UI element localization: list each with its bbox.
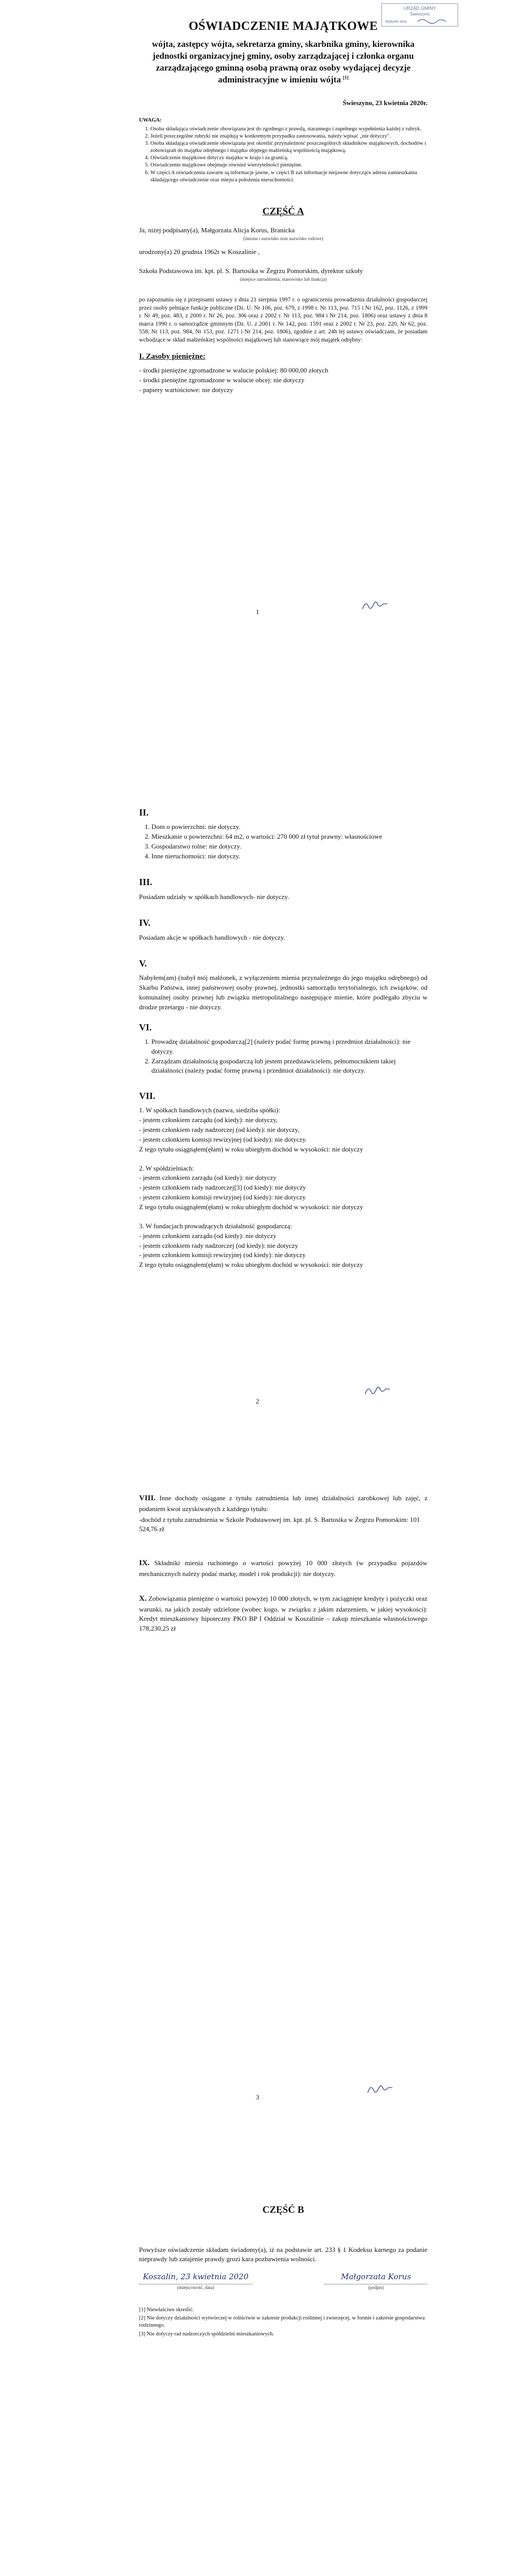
- section-5-text: Nabyłem(am) (nabył mój małżonek, z wyłączeniem mienia przynależnego do jego majątku odrębnego) od Skarbu Państwa, innej państwowej osoby prawnej, jednostki samorządu terytorialnego, ich związków, od komunalnej osoby prawnej lub związku metropolitalnego następujące mienie, które podlegało zbyciu w drodze przetargu - nie dotyczy.: [139, 974, 427, 1011]
- caption-place-date: (miejscowość, data): [177, 2284, 214, 2290]
- section-7-sub-1-list: [139, 1115, 427, 1145]
- section-4-text: Posiadam akcje w spółkach handlowych - nie dotyczy.: [139, 933, 285, 941]
- list-item: 3. Osoba składająca oświadczenie obowiązana jest określić przynależność poszczególnych składników majątkowych, dochodów i zobowiązań do majątku odrębnego i majątku objętego małżeńską wspólnością majątkową.: [150, 140, 427, 155]
- section-7-sub-3-head: 3. W fundacjach prowadzących działalność gospodarczą:: [139, 1222, 292, 1230]
- section-2-title: II.: [139, 807, 149, 818]
- page-number: 2: [255, 1397, 260, 1405]
- section-8-title: VIII.: [139, 1494, 156, 1502]
- page-number: 1: [255, 608, 260, 616]
- uwagi-title: UWAGA:: [139, 117, 162, 124]
- section-7-sub-1-income: Z tego tytułu osiągnąłem(ęłam) w roku ubiegłym dochód w wysokości: nie dotyczy: [139, 1145, 364, 1153]
- statement-text: Powyższe oświadczenie składam świadomy(a), iż na podstawie art. 233 § 1 Kodeksu karnego za podanie nieprawdy lub zatajenie prawdy grozi kara pozbawienia wolności.: [139, 2245, 427, 2263]
- page-title: OŚWIADCZENIE MAJĄTKOWE: [188, 20, 378, 33]
- section-3-title: III.: [139, 877, 152, 888]
- place-date: Świeszyno, 23 kwietnia 2020r.: [342, 98, 427, 107]
- list-item: 2. Mieszkanie o powierzchni: 64 m2, o wartości: 270 000 zł tytuł prawny: własnościowe: [151, 832, 427, 842]
- list-item: - środki pieniężne zgromadzone w walucie polskiej: 80 000,00 złotych: [139, 366, 427, 376]
- section-7-sub-2-head: 2. W spółdzielniach:: [139, 1164, 194, 1172]
- list-item: - jestem członkiem rady nadzorczej (od kiedy): nie dotyczy: [139, 1241, 427, 1251]
- footnote-item: [1] Niewłaściwe skreślić.: [139, 2307, 194, 2313]
- list-item: - jestem członkiem zarządu (od kiedy): nie dotyczy,: [139, 1115, 427, 1125]
- part-b-heading: CZĘŚĆ B: [262, 2205, 304, 2215]
- list-item: - jestem członkiem rady nadzorczej[3] (od kiedy): nie dotyczy: [139, 1183, 427, 1193]
- section-7-sub-1-head: 1. W spółkach handlowych (nazwa, siedziba spółki):: [139, 1106, 280, 1114]
- list-item: - jestem członkiem rady nadzorczej (od kiedy): nie dotyczy,: [139, 1125, 427, 1135]
- footnotes: [139, 2307, 427, 2338]
- list-item: 1. Osoba składająca oświadczenie obowiązana jest do zgodnego z prawdą, starannego i zupełnego wypełnienia każdej z rubryk.: [150, 126, 427, 133]
- list-item: 5. Oświadczenie majątkowe obejmuje również wierzytelności pieniężne.: [150, 162, 427, 169]
- signature-row: [139, 2272, 427, 2291]
- declarant-caption: (imiona i nazwisko oraz nazwisko rodowe): [243, 236, 323, 242]
- section-5-title: V.: [139, 958, 147, 969]
- page-number: 3: [255, 2093, 260, 2101]
- list-item: 1. Dom o powierzchni: nie dotyczy.: [151, 822, 427, 832]
- footnote-item: [3] Nie dotyczy rad nadzorczych spółdzielni mieszkaniowych.: [139, 2331, 274, 2337]
- section-7-title: VII.: [139, 1091, 156, 1101]
- list-item: - papiery wartościowe: nie dotyczy: [139, 385, 427, 395]
- declarant-name: Ja, niżej podpisany(a), Małgorzata Alicja Korus, Branicka: [139, 226, 295, 234]
- list-item: - jestem członkiem zarządu (od kiedy): nie dotyczy: [139, 1231, 427, 1241]
- section-7-sub-2-list: [139, 1173, 427, 1202]
- list-item: 4. Inne nieruchomości: nie dotyczy.: [151, 852, 427, 861]
- section-8-detail: -dochód z tytułu zatrudnienia w Szkole Podstawowej im. kpt. pl. S. Bartosika w Żegrzu Pomorskim: 101 524,76 zł: [139, 1515, 420, 1533]
- section-9-text: IX. Składniki mienia ruchomego o wartości powyżej 10 000 złotych (w przypadku pojazdów mechanicznych należy podać markę, model i rok produkcji): nie dotyczy.: [139, 1559, 428, 1578]
- stamp-line-2: Świeszyno: [409, 12, 430, 16]
- page-2: [0, 728, 515, 1457]
- section-3-text: Posiadam udziały w spółkach handlowych- nie dotyczy.: [139, 892, 289, 901]
- section-1-title: I. Zasoby pieniężne:: [139, 352, 205, 361]
- list-item: 2. Jeżeli poszczególne rubryki nie znajdują w konkretnym przypadku zastosowania, należy wpisać „nie dotyczy".: [150, 133, 427, 140]
- stamp-line-1: URZĄD GMINY: [403, 6, 436, 11]
- page-3: [0, 1457, 515, 2185]
- workplace-caption: (miejsce zatrudnienia, stanowisko lub funkcja): [239, 277, 327, 282]
- section-7-sub-2-income: Z tego tytułu osiągnąłem(ęłam) w roku ubiegłym dochód w wysokości: nie dotyczy: [139, 1202, 364, 1211]
- section-6-title: VI.: [139, 1022, 152, 1032]
- caption-signature: (podpis): [368, 2284, 384, 2290]
- signature-left-block: [139, 2272, 252, 2291]
- signature-right-block: [324, 2272, 427, 2291]
- list-item: 3. Gospodarstwo rolne: nie dotyczy.: [151, 842, 427, 852]
- section-4-title: IV.: [139, 918, 151, 928]
- footnote-ref: [1]: [343, 74, 349, 80]
- list-item: - jestem członkiem komisji rewizyjnej (od kiedy): nie dotyczy: [139, 1193, 427, 1202]
- part-a-heading: CZĘŚĆ A: [262, 206, 304, 217]
- list-item: 4. Oświadczenie majątkowe dotyczy majątku w kraju i za granicą.: [150, 155, 427, 162]
- list-item: - jestem członkiem komisji rewizyjnej (od kiedy): nie dotyczy.: [139, 1135, 427, 1145]
- list-item: - jestem członkiem zarządu (od kiedy): nie dotyczy: [139, 1173, 427, 1183]
- section-10-title: X.: [139, 1594, 147, 1603]
- section-7-sub-3-income: Z tego tytułu osiągnąłem(ęłam) w roku ubiegłym dochód w wysokości: nie dotyczy: [139, 1261, 364, 1269]
- footnote-item: [2] Nie dotyczy działalności wytwórczej w rolnictwie w zakresie produkcji roślinnej i zwierzęcej, w formie i zakresie gospodarstwa rodzinnego.: [139, 2315, 425, 2329]
- list-item: 6. W części A oświadczenia zawarte są informacje jawne, w części B zaś informacje niejawne dotyczące adresu zamieszkania składającego oświadczenie oraz miejsca położenia nieruchomości.: [150, 170, 427, 184]
- stamp-line-3: Wpływło dnia: [385, 20, 407, 24]
- section-9-title: IX.: [139, 1559, 150, 1568]
- document-subtitle: wójta, zastępcy wójta, sekretarza gminy, skarbnika gminy, kierownika jednostki organizacyjnej gminy, osoby zarządzającej i członka organu zarządzającego gminną osobą prawną oraz osoby wydającej decyzje administracyjne w imieniu wójta [1]: [152, 39, 415, 84]
- list-item: 1. Prowadzę działalność gospodarczą[2] (należy podać formę prawną i przedmiot działalności): nie dotyczy.: [151, 1037, 427, 1057]
- section-1-list: [139, 366, 427, 395]
- page-1: [0, 0, 515, 728]
- list-item: 2. Zarządzam działalnością gospodarczą lub jestem przedstawicielem, pełnomocnikiem takiej działalności (należy podać formę prawną i przedmiot działalności): nie dotyczy.: [151, 1057, 427, 1076]
- birth-line: urodzony(a) 20 grudnia 1962r w Koszalinie ,: [139, 248, 260, 256]
- legal-basis-paragraph: po zapoznaniu się z przepisami ustawy z dnia 21 sierpnia 1997 r. o ograniczeniu prowadzenia działalności gospodarczej przez osoby pełniące funkcje publiczne (Dz. U. Nr 106, poz. 679, z 1998 r. Nr 113, poz. 715 i Nr 162, poz. 1126, z 1999 r. Nr 49, poz. 483, z 2000 r. Nr 26, poz. 306 oraz z 2002 r. Nr 113, poz. 984 i Nr 214, poz. 1806) oraz ustawy z dnia 8 marca 1990 r. o samorządzie gminnym (Dz. U. z 2001 r. Nr 142, poz. 1591 oraz z 2002 r. Nr 23, poz. 220, Nr 62, poz. 558, Nr 113, poz. 984, Nr 153, poz. 1271 i Nr 214, poz. 1806), zgodnie z art. 24h tej ustawy oświadczam, że posiadam wchodzące w skład małżeńskiej wspólności majątkowej lub stanowiące mój majątek odrębny:: [139, 297, 427, 343]
- workplace-line: Szkoła Podstawowa im. kpt. pl. S. Bartosika w Żegrzu Pomorskim, dyrektor szkoły: [139, 267, 363, 275]
- section-2-list: [139, 822, 427, 861]
- section-6-list: [139, 1037, 427, 1076]
- handwritten-signature: Małgorzata Korus: [341, 2272, 411, 2282]
- place-date-handwritten: Koszalin, 23 kwietnia 2020: [143, 2272, 249, 2282]
- section-8-text: VIII. Inne dochody osiągane z tytułu zatrudnienia lub innej działalności zarobkowej lub zajęć, z podaniem kwot uzyskiwanych z każdego tytułu:: [139, 1494, 428, 1513]
- initials-signature: [363, 1383, 394, 1398]
- section-10-text: X. Zobowiązania pieniężne o wartości powyżej 10 000 złotych, w tym zaciągnięte kredyty i pożyczki oraz warunki, na jakich zostały udzielone (wobec kogo, w związku z jakim zdarzeniem, w jakiej wysokości): Kredyt mieszkaniowy hipoteczny PKO BP I Oddział w Koszalinie – zakup mieszkania własnościowego 178,230,25 zł: [139, 1594, 427, 1633]
- page-4: [0, 2185, 515, 2576]
- section-7-sub-3-list: [139, 1231, 427, 1261]
- list-item: - jestem członkiem komisji rewizyjnej (od kiedy): nie dotyczy: [139, 1250, 427, 1260]
- list-item: - środki pieniężne zgromadzone w walucie obcej: nie dotyczy: [139, 376, 427, 385]
- uwagi-block: [139, 117, 427, 184]
- uwagi-list: [139, 126, 427, 184]
